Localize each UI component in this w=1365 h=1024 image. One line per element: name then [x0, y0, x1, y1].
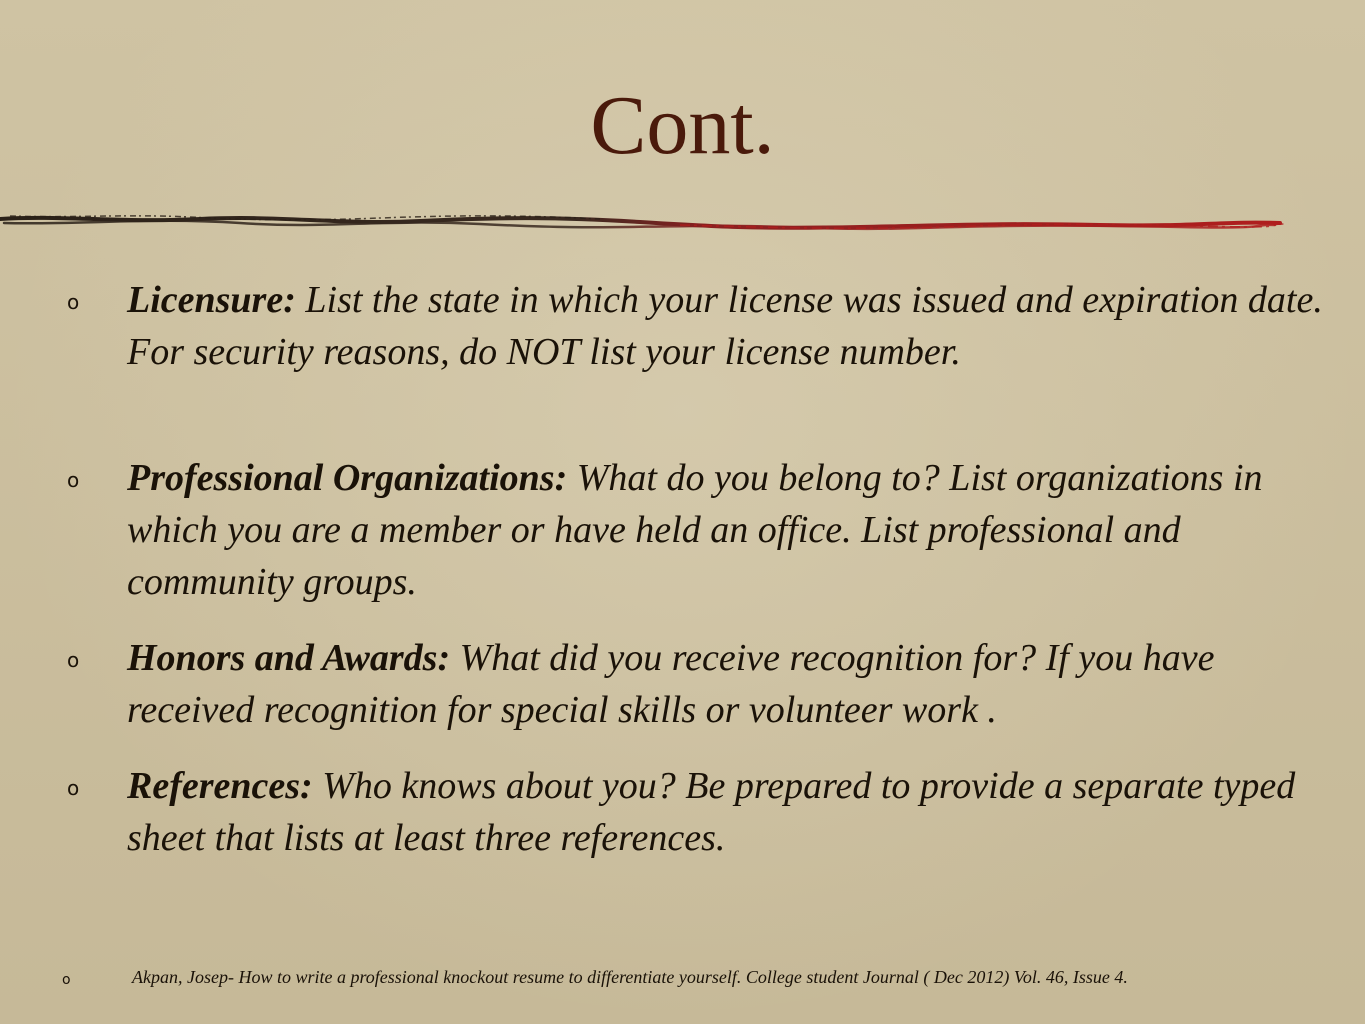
slide-title: Cont.	[590, 79, 775, 172]
bullet-text	[127, 452, 1332, 608]
citation-marker: o	[62, 972, 71, 988]
bullet-heading: Licensure:	[127, 279, 296, 321]
bullet-body: What do you belong to? List organizations in which you are a member or have held an office. List professional and community groups.	[127, 457, 1263, 603]
bullet-body: Who knows about you? Be prepared to provide a separate typed sheet that lists at least three references.	[127, 765, 1296, 859]
bullet-heading: Professional Organizations:	[127, 457, 568, 499]
bullet-text	[127, 632, 1332, 736]
bullet-heading: References:	[127, 765, 313, 807]
bullet-marker: o	[67, 468, 80, 492]
bullet-text	[127, 760, 1332, 864]
bullet-heading: Honors and Awards:	[127, 637, 451, 679]
citation-text: Akpan, Josep- How to write a professional knockout resume to differentiate yourself. College student Journal ( Dec 2012) Vol. 46, Issue 4.	[132, 967, 1128, 987]
bullet-marker: o	[67, 776, 80, 800]
title-divider	[0, 205, 1290, 245]
bullet-marker: o	[67, 290, 80, 314]
bullet-body: List the state in which your license was issued and expiration date. For security reasons, do NOT list your license number.	[127, 279, 1323, 373]
bullet-marker: o	[67, 648, 80, 672]
bullet-body: What did you receive recognition for? If you have received recognition for special skills or volunteer work .	[127, 637, 1215, 731]
bullet-text	[127, 274, 1332, 378]
